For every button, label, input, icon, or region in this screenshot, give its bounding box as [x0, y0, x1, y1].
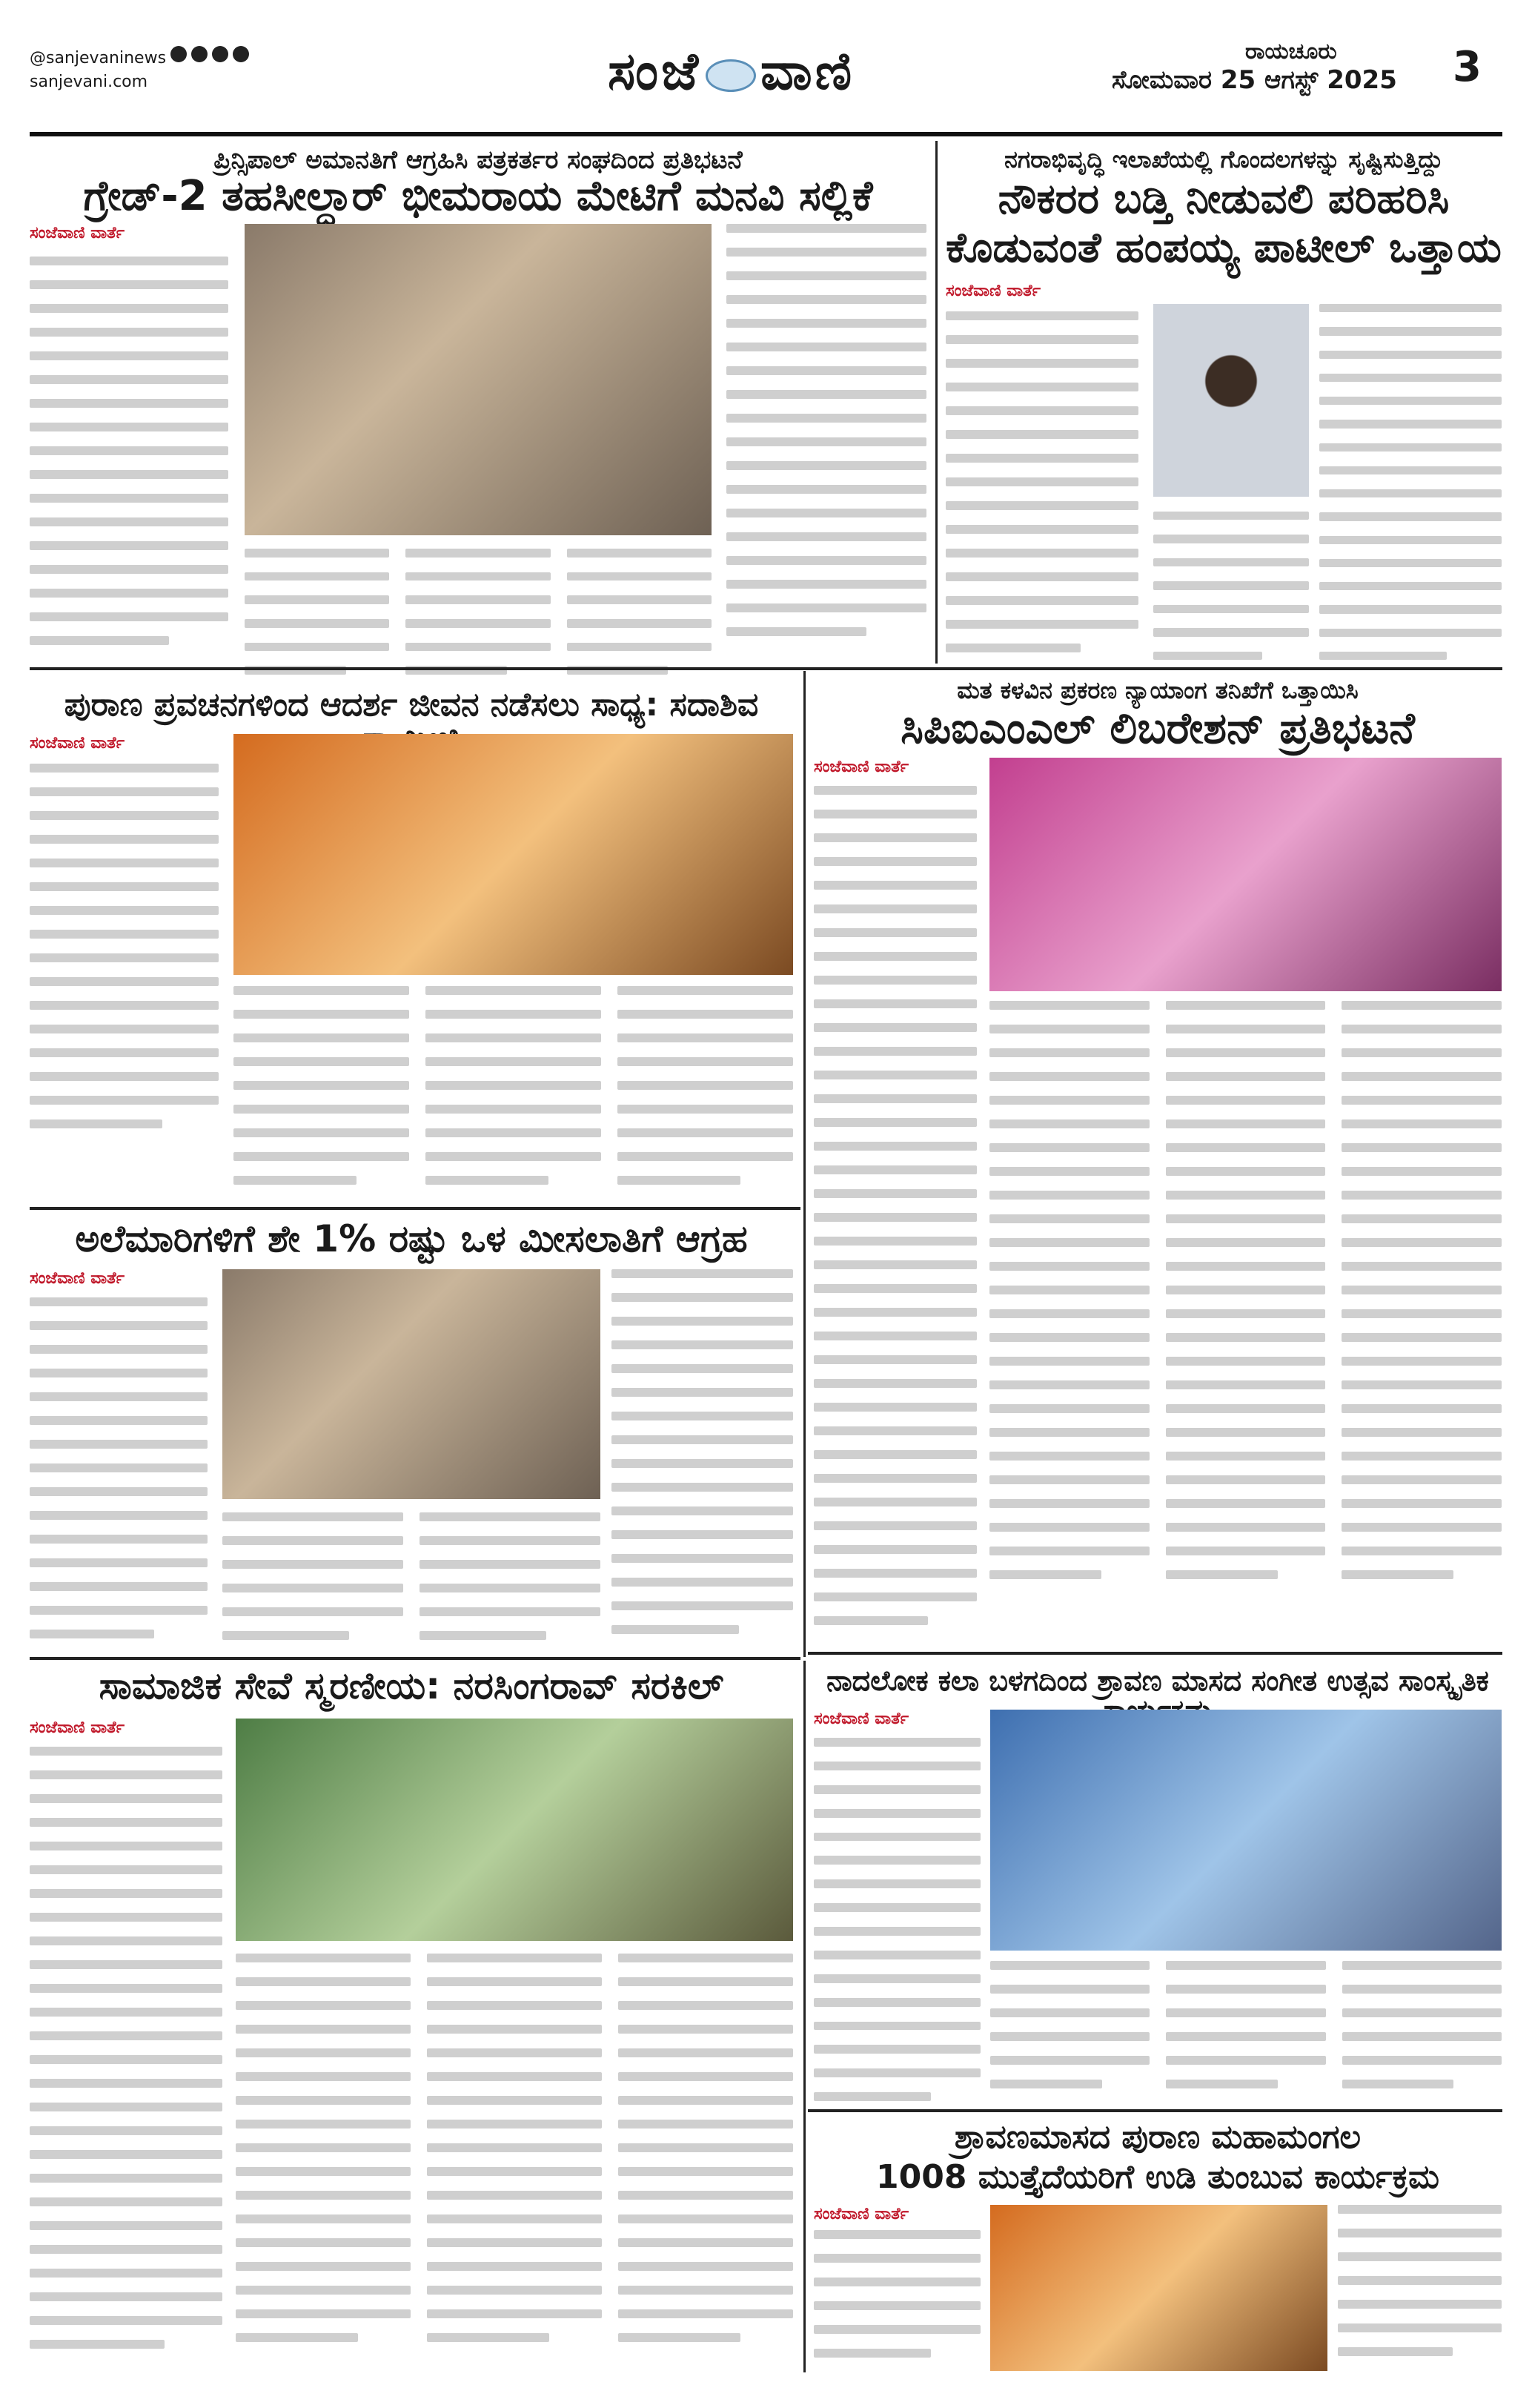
- shravana-col-b: [1338, 2205, 1502, 2371]
- music-col-a: [814, 1738, 981, 2101]
- promotion-headline-line1: ನೌಕರರ ಬಡ್ತಿ ನೀಡುವಲಿ ಪರಿಹರಿಸಿ: [998, 175, 1450, 223]
- reservation-photo: [222, 1269, 600, 1499]
- logo-left: ಸಂಜೆ: [608, 40, 702, 102]
- reservation-col-a: [30, 1297, 208, 1646]
- cpiml-headline: ಸಿಪಿಐಎಂಎಲ್ ಲಿಬರೇಶನ್ ಪ್ರತಿಭಟನೆ: [901, 703, 1415, 753]
- narasingrao-headline: ಸಾಮಾಜಿಕ ಸೇವೆ ಸ್ಮರಣೀಯ: ನರಸಿಂಗರಾವ್ ಸರಕಿಲ್: [99, 1664, 724, 1707]
- shravana-headline-line1: ಶ್ರಾವಣಮಾಸದ ಪುರಾಣ ಮಹಾಮಂಗಲ: [954, 2118, 1362, 2156]
- promotion-portrait: [1153, 304, 1309, 497]
- music-byline: ಸಂಜೆವಾಣಿ ವಾರ್ತೆ: [814, 1710, 909, 1728]
- tahsildar-headline: ಗ್ರೇಡ್-2 ತಹಸೀಲ್ದಾರ್ ಭೀಮರಾಯ ಮೇಟಿಗೆ ಮನವಿ ಸಲ್ಲಿಕೆ: [83, 172, 873, 220]
- narasingrao-col-a: [30, 1747, 222, 2369]
- promotion-article: [946, 282, 1502, 300]
- x-icon: [212, 46, 228, 62]
- tahsildar-kicker: ಪ್ರಿನ್ಸಿಪಾಲ್ ಅಮಾನತಿಗೆ ಆಗ್ರಹಿಸಿ ಪತ್ರಕರ್ತರ ಸಂಘದಿಂದ ಪ್ರತಿಭಟನೆ: [213, 145, 743, 175]
- section-rule-2: [30, 1207, 800, 1210]
- music-col-b: [990, 1961, 1502, 2102]
- logo-right: ವಾಣಿ: [760, 40, 855, 102]
- section-rule-3: [808, 1652, 1502, 1655]
- cpiml-byline: ಸಂಜೆವಾಣಿ ವಾರ್ತೆ: [814, 758, 909, 776]
- purana-byline: ಸಂಜೆವಾಣಿ ವಾರ್ತೆ: [30, 734, 125, 752]
- reservation-col-b: [611, 1269, 793, 1647]
- instagram-icon: [191, 46, 208, 62]
- narasingrao-photo: [236, 1719, 793, 1941]
- tahsildar-col-c: [245, 549, 712, 675]
- masthead-rule: [30, 132, 1502, 136]
- music-photo: [990, 1710, 1502, 1951]
- purana-col-a: [30, 764, 219, 1142]
- section-rule-4: [30, 1657, 800, 1660]
- edition-date: ಸೋಮವಾರ 25 ಆಗಸ್ಟ್ 2025: [1112, 65, 1397, 95]
- column-rule: [803, 1661, 806, 2372]
- newspaper-page: [30, 0, 1502, 2408]
- cpiml-kicker: ಮತ ಕಳವಿನ ಪ್ರಕರಣ ನ್ಯಾಯಾಂಗ ತನಿಖೆಗೆ ಒತ್ತಾಯಿಸಿ: [957, 676, 1359, 704]
- narasingrao-byline: ಸಂಜೆವಾಣಿ ವಾರ್ತೆ: [30, 1719, 125, 1737]
- facebook-icon: [170, 46, 187, 62]
- column-rule: [935, 141, 938, 664]
- reservation-byline: ಸಂಜೆವಾಣಿ ವಾರ್ತೆ: [30, 1269, 125, 1288]
- purana-headline: ಪುರಾಣ ಪ್ರವಚನಗಳಿಂದ ಆದರ್ಶ ಜೀವನ ನಡೆಸಲು ಸಾಧ್ಯ: ಸದಾಶಿವ: [64, 686, 759, 724]
- cpiml-col-a: [814, 786, 977, 1638]
- promotion-headline-line2: ಕೊಡುವಂತೆ ಹಂಪಯ್ಯ ಪಾಟೀಲ್ ಒತ್ತಾಯ: [946, 224, 1502, 272]
- shravana-byline: ಸಂಜೆವಾಣಿ ವಾರ್ತೆ: [814, 2205, 909, 2223]
- section-rule-1: [30, 667, 1502, 670]
- website-url: sanjevani.com: [30, 73, 148, 91]
- reservation-col-c: [222, 1512, 600, 1646]
- tahsildar-col-b: [726, 224, 926, 669]
- cpiml-photo: [989, 758, 1502, 991]
- cpiml-col-b: [989, 1001, 1502, 1638]
- globe-icon: [706, 59, 756, 92]
- social-icons: [170, 46, 249, 62]
- promotion-col-c: [1153, 512, 1309, 660]
- shravana-headline-line2: 1008 ಮುತ್ತೈದೆಯರಿಗೆ ಉಡಿ ತುಂಬುವ ಕಾರ್ಯಕ್ರಮ: [875, 2158, 1439, 2196]
- reservation-headline: ಅಲೆಮಾರಿಗಳಿಗೆ ಶೇ 1% ರಷ್ಟು ಒಳ ಮೀಸಲಾತಿಗೆ ಆಗ್ರಹ: [75, 1217, 748, 1260]
- music-headline: ನಾದಲೋಕ ಕಲಾ ಬಳಗದಿಂದ ಶ್ರಾವಣ ಮಾಸದ ಸಂಗೀತ ಉತ್ಸವ ಸಾಂಸ್ಕೃತಿಕ: [826, 1664, 1489, 1697]
- edition-city: ರಾಯಚೂರು: [1245, 39, 1337, 64]
- column-rule: [803, 671, 806, 1657]
- purana-col-b: [233, 986, 793, 1201]
- whatsapp-icon: [233, 46, 249, 62]
- page-number: 3: [1453, 43, 1482, 91]
- promotion-byline: ಸಂಜೆವಾಣಿ ವಾರ್ತೆ: [946, 282, 1041, 300]
- promotion-kicker: ನಗರಾಭಿವೃದ್ಧಿ ಇಲಾಖೆಯಲ್ಲಿ ಗೊಂದಲಗಳನ್ನು ಸೃಷ್ಟಿಸುತ್ತಿದ್ದು: [1004, 145, 1443, 173]
- narasingrao-col-b: [236, 1954, 793, 2369]
- newspaper-logo: [608, 40, 855, 102]
- section-rule-5: [808, 2109, 1502, 2112]
- purana-photo: [233, 734, 793, 975]
- shravana-col-a: [814, 2230, 981, 2371]
- tahsildar-photo: [245, 224, 712, 535]
- promotion-col-a: [946, 311, 1138, 660]
- promotion-col-b: [1319, 304, 1502, 660]
- tahsildar-byline: ಸಂಜೆವಾಣಿ ವಾರ್ತೆ: [30, 224, 125, 242]
- tahsildar-col-a: [30, 257, 228, 672]
- shravana-photo: [990, 2205, 1327, 2371]
- social-handle: @sanjevaninews: [30, 49, 167, 67]
